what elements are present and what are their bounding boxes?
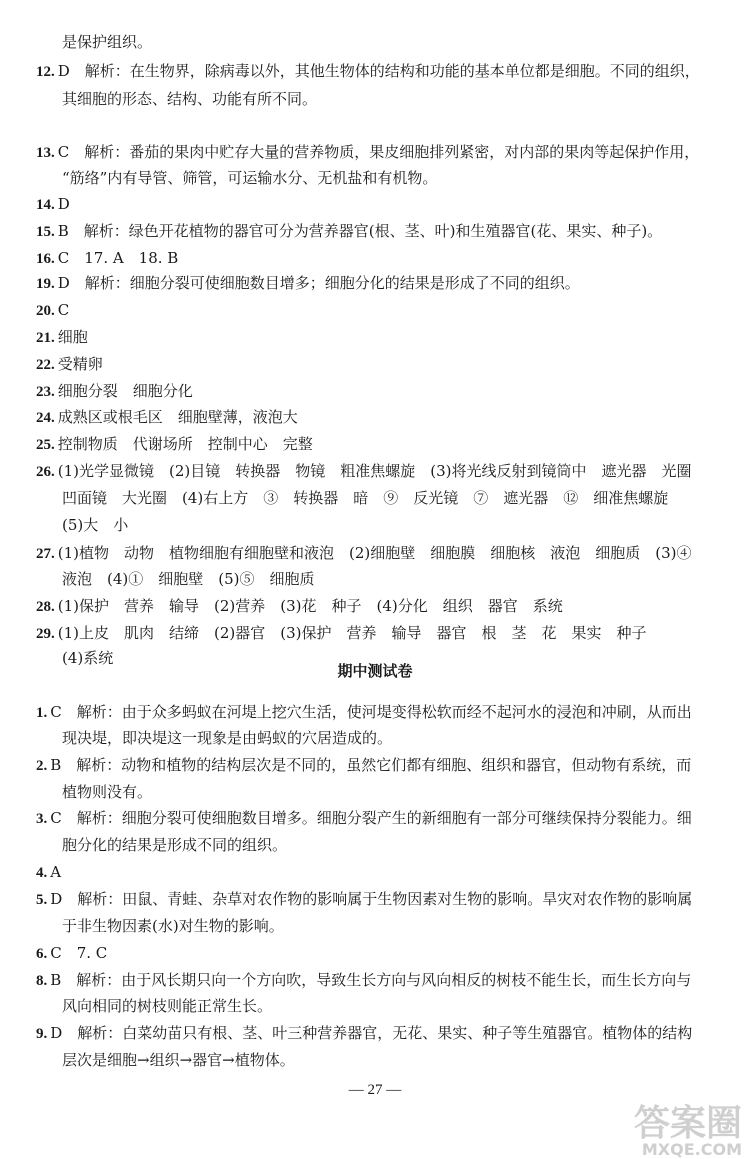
answer-text: 其细胞的形态、结构、功能有所不同。 <box>62 90 318 108</box>
answer-text: D 解析：白菜幼苗只有根、茎、叶三种营养器官，无花、果实、种子等生殖器官。植物体的结构 <box>50 1024 693 1042</box>
answer-line <box>36 327 88 348</box>
answer-line <box>36 596 563 617</box>
answer-text: C 解析：由于众多蚂蚁在河堤上挖穴生活，使河堤变得松软而经不起河水的浸泡和冲刷，从而出 <box>50 703 692 721</box>
answer-text: C 解析：番茄的果肉中贮存大量的营养物质，果皮细胞排列紧密，对内部的果肉等起保护作用， <box>57 143 700 161</box>
answer-line <box>62 782 152 802</box>
answer-text: C 解析：细胞分裂可使细胞数目增多。细胞分裂产生的新细胞有一部分可继续保持分裂能力。细 <box>50 809 692 827</box>
answer-text: A <box>50 863 62 881</box>
answer-text: 控制物质 代谢场所 控制中心 完整 <box>57 435 313 453</box>
answer-text: C 17. A 18. B <box>57 249 179 267</box>
section-title: 期中测试卷 <box>337 662 413 680</box>
answer-text: 细胞分裂 细胞分化 <box>57 382 193 400</box>
answer-text: D 解析：田鼠、青蛙、杂草对农作物的影响属于生物因素对生物的影响。旱灾对农作物的影响属 <box>50 890 693 908</box>
answer-line <box>36 142 699 163</box>
question-number: 9. <box>36 1026 48 1042</box>
answer-line <box>36 970 691 991</box>
answer-text: 凹面镜 大光圈 (4)右上方 ③ 转换器 暗 ⑨ 反光镜 ⑦ 遮光器 ⑫ 细准焦螺旋 <box>62 489 669 507</box>
answer-line <box>36 623 647 644</box>
answer-text: 现决堤，即决堤这一现象是由蚂蚁的穴居造成的。 <box>62 729 393 747</box>
answer-line <box>62 89 317 109</box>
answer-line <box>36 1023 692 1044</box>
question-number: 14. <box>36 197 55 213</box>
page-number: — 27 — <box>348 1082 402 1098</box>
question-number: 2. <box>36 758 48 774</box>
question-number: 25. <box>36 437 55 453</box>
answer-text: (5)大 小 <box>62 516 129 534</box>
answer-text: (1)上皮 肌肉 结缔 (2)器官 (3)保护 营养 输导 器官 根 茎 花 果实 种子 <box>57 624 647 642</box>
answer-line <box>36 434 313 455</box>
answer-line <box>62 916 284 936</box>
question-number: 15. <box>36 224 55 240</box>
watermark-text: 答案圈 <box>633 1103 742 1144</box>
answer-line <box>36 354 103 375</box>
answer-line <box>36 407 298 428</box>
question-number: 24. <box>36 410 55 426</box>
answer-text: 是保护组织。 <box>62 33 153 51</box>
answer-text: B 解析：动物和植物的结构层次是不同的，虽然它们都有细胞、组织和器官，但动物有系统，而 <box>50 756 692 774</box>
question-number: 3. <box>36 811 48 827</box>
question-number: 23. <box>36 384 55 400</box>
question-number: 27. <box>36 546 55 562</box>
question-number: 21. <box>36 330 55 346</box>
answer-text: 受精卵 <box>57 355 103 373</box>
answer-text: 风向相同的树枝则能正常生长。 <box>62 997 273 1015</box>
question-number: 4. <box>36 865 48 881</box>
answer-line <box>36 889 692 910</box>
answer-text: D 解析：细胞分裂可使细胞数目增多；细胞分化的结果是形成了不同的组织。 <box>57 274 580 292</box>
answer-line <box>36 221 662 242</box>
answer-line <box>36 755 691 776</box>
question-number: 29. <box>36 626 55 642</box>
answer-line <box>62 996 272 1016</box>
answer-text: C <box>57 301 70 319</box>
answer-line <box>62 835 287 855</box>
answer-text: D <box>57 195 70 213</box>
answer-line <box>62 488 668 508</box>
question-number: 16. <box>36 251 55 267</box>
answer-line <box>62 1050 295 1070</box>
question-number: 28. <box>36 599 55 615</box>
answer-text: (4)系统 <box>62 649 114 667</box>
answer-line <box>36 943 107 964</box>
question-number: 6. <box>36 946 48 962</box>
answer-line <box>36 248 178 269</box>
answer-text: (1)光学显微镜 (2)目镜 转换器 物镜 粗准焦螺旋 (3)将光线反射到镜筒中 遮光器 光圈 <box>57 462 692 480</box>
answer-line <box>36 702 692 723</box>
question-number: 22. <box>36 357 55 373</box>
answer-line <box>36 543 692 564</box>
question-number: 8. <box>36 973 48 989</box>
answer-text: C 7. C <box>50 944 108 962</box>
answer-text: B 解析：绿色开花植物的器官可分为营养器官(根、茎、叶)和生殖器官(花、果实、种子)。 <box>57 222 663 240</box>
answer-line <box>36 194 70 215</box>
answer-line <box>36 808 692 829</box>
answer-line <box>62 32 152 52</box>
answer-text: B 解析：由于风长期只向一个方向吹，导致生长方向与风向相反的树枝不能生长，而生长方向与 <box>50 971 692 989</box>
answer-text: 液泡 (4)① 细胞壁 (5)⑤ 细胞质 <box>62 570 315 588</box>
answer-text: 胞分化的结果是形成不同的组织。 <box>62 836 288 854</box>
watermark-url: MXQE.COM <box>641 1140 742 1159</box>
watermark-logo <box>633 1103 742 1159</box>
answer-line <box>36 273 580 294</box>
question-number: 19. <box>36 276 55 292</box>
answer-line <box>36 381 193 402</box>
answer-text: (1)植物 动物 植物细胞有细胞壁和液泡 (2)细胞壁 细胞膜 细胞核 液泡 细胞质 (3)④ <box>57 544 692 562</box>
answer-line <box>62 168 437 188</box>
answer-text: “筋络”内有导管、筛管，可运输水分、无机盐和有机物。 <box>62 169 438 187</box>
question-number: 5. <box>36 892 48 908</box>
question-number: 26. <box>36 464 55 480</box>
answer-text: 植物则没有。 <box>62 783 153 801</box>
question-number: 13. <box>36 145 55 161</box>
answer-line <box>62 728 392 748</box>
question-number: 20. <box>36 303 55 319</box>
answer-line <box>36 61 700 82</box>
answer-text: (1)保护 营养 输导 (2)营养 (3)花 种子 (4)分化 组织 器官 系统 <box>57 597 563 615</box>
question-number: 12. <box>36 64 55 80</box>
answer-line <box>62 569 315 589</box>
answer-text: 细胞 <box>57 328 88 346</box>
answer-text: 成熟区或根毛区 细胞壁薄，液泡大 <box>57 408 298 426</box>
answer-line <box>62 515 128 535</box>
answer-line <box>36 862 61 883</box>
answer-text: D 解析：在生物界，除病毒以外，其他生物体的结构和功能的基本单位都是细胞。不同的组织， <box>57 62 700 80</box>
question-number: 1. <box>36 705 48 721</box>
answer-text: 层次是细胞→组织→器官→植物体。 <box>62 1051 295 1069</box>
answer-text: 于非生物因素(水)对生物的影响。 <box>62 917 284 935</box>
answer-line <box>36 461 692 482</box>
answer-line <box>36 300 69 321</box>
